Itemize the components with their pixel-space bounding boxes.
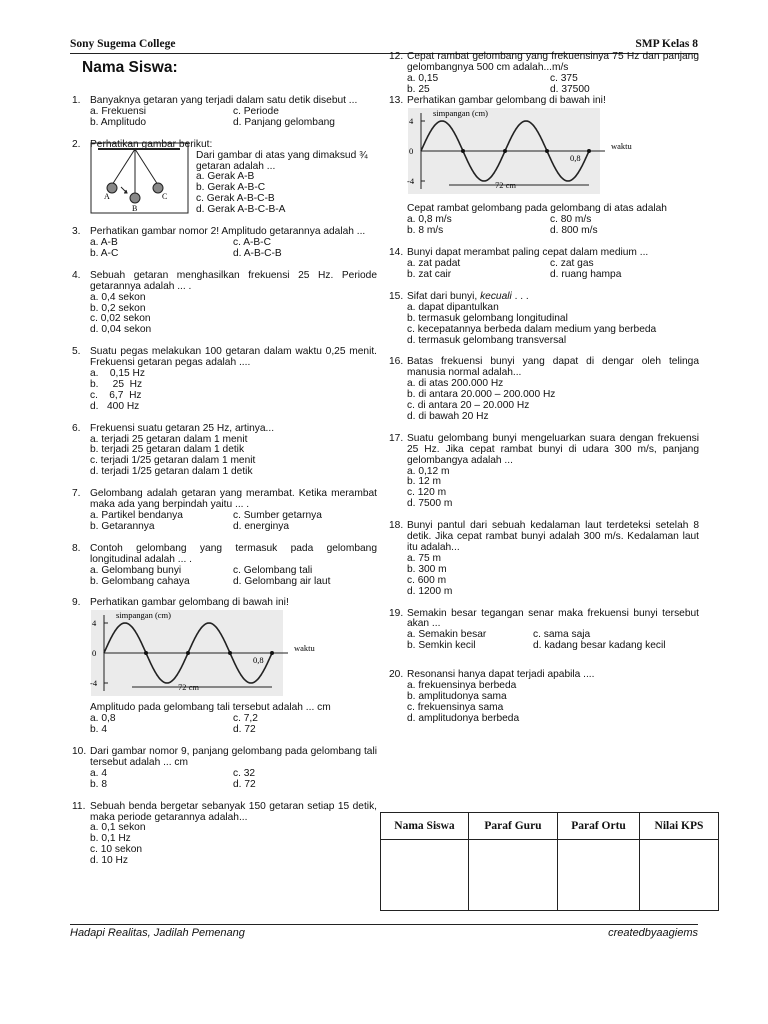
option: b. Gerak A-B-C (196, 182, 266, 194)
question-stem: Perhatikan gambar nomor 2! Amplitudo getarannya adalah ... (90, 226, 366, 238)
label-a: A (104, 191, 110, 201)
option: d. Gelombang air laut (233, 575, 331, 587)
question-13: 13. Perhatikan gambar gelombang di bawah ini! simpangan (cm) 4 -4 0 0,8 waktu 72 cm Cepat rambat gelombang pada gelombang di atas adalah a. 0,8 m/s c. 80 m/s b. 8 m/s d. 800 m/s (389, 96, 699, 238)
footer-author: createdbyaagiems (608, 927, 698, 939)
option: d. A-B-C-B (233, 247, 282, 259)
amplitude-neg-label: -4 (90, 678, 98, 689)
option: a. 0,8 m/s (407, 214, 452, 226)
option: d. 1200 m (407, 585, 453, 597)
option: d. di bawah 20 Hz (407, 410, 489, 422)
signature-table (380, 812, 719, 911)
question-7: 7. Gelombang adalah getaran yang merambat. Ketika merambat maka ada yang berpindah yaitu ... . a. Partikel bendanya c. Sumber getarnya b. Getarannya d. energinya (72, 488, 377, 532)
option: c. zat gas (550, 258, 594, 270)
option: a. Gelombang bunyi (90, 564, 182, 576)
question-stem: Frekuensi suatu getaran 25 Hz, artinya... (90, 422, 275, 434)
col-header: Nilai KPS (640, 813, 719, 840)
question-10: 10. Dari gambar nomor 9, panjang gelombang pada gelombang tali tersebut adalah ... cm a. 4 c. 32 b. 8 d. 72 (72, 745, 377, 790)
option: c. 32 (233, 767, 256, 779)
option: c. terjadi 1/25 getaran dalam 1 menit (90, 455, 256, 467)
origin-label: 0 (92, 648, 97, 659)
question-stem: Perhatikan gambar berikut: (90, 138, 213, 150)
option: a. 0,15 Hz (90, 368, 145, 380)
question-stem: Suatu gelombang bunyi mengeluarkan suara dengan frekuensi 25 Hz. Jika cepat rambat bunyi di udara 300 m/s, panjang gelombangya adalah ... (407, 432, 699, 466)
question-17: 17. Suatu gelombang bunyi mengeluarkan suara dengan frekuensi 25 Hz. Jika cepat rambat bunyi di udara 300 m/s, panjang gelombangya adalah ... a. 0,12 m b. 12 m c. 120 m d. 7500 m (389, 432, 699, 510)
footer-rule (70, 924, 698, 925)
option: a. terjadi 25 getaran dalam 1 menit (90, 433, 248, 445)
option: a. di atas 200.000 Hz (407, 378, 504, 390)
time-mark-label: 0,8 (570, 152, 581, 163)
option: c. 120 m (407, 487, 447, 499)
option: b. di antara 20.000 – 200.000 Hz (407, 389, 556, 401)
option: a. 4 (90, 767, 107, 779)
option: b. 0,1 Hz (90, 833, 131, 845)
question-stem: Dari gambar nomor 9, panjang gelombang pada gelombang tali tersebut adalah ... cm (90, 745, 377, 768)
option: b. 8 (90, 778, 107, 790)
wave-node (587, 149, 591, 153)
option: b. A-C (90, 247, 119, 259)
option: b. Amplitudo (90, 116, 147, 128)
option: c. 80 m/s (550, 214, 592, 226)
option: d. termasuk gelombang transversal (407, 334, 567, 346)
question-12: 12. Cepat rambat gelombang yang frekuensinya 75 Hz dan panjang gelombangnya 500 cm adalah...m/s a. 0,15 c. 375 b. 25 d. 37500 (389, 51, 699, 95)
option: c. Gelombang tali (233, 564, 313, 576)
option: a. 0,12 m (407, 465, 450, 477)
option: c. A-B-C (233, 236, 271, 248)
question-stem: Banyaknya getaran yang terjadi dalam satu detik disebut ... (90, 95, 358, 106)
option: d. 37500 (550, 83, 590, 95)
option: a. Gerak A-B (196, 171, 255, 183)
option: b. Semkin kecil (407, 640, 476, 652)
option: c. 6,7 Hz (90, 389, 142, 401)
label-b: B (132, 203, 138, 213)
school-name: Sony Sugema College (70, 38, 176, 50)
option: b. 25 (407, 83, 430, 95)
question-subtext: Cepat rambat gelombang pada gelombang di atas adalah (407, 203, 667, 215)
sig-cell[interactable] (558, 840, 640, 911)
question-18: 18. Bunyi pantul dari sebuah kedalaman laut terdeteksi setelah 8 detik. Jika cepat rambat bunyi adalah 300 m/s. Kedalaman laut itu adalah... a. 75 m b. 300 m c. 600 m d. 1200 m (389, 520, 699, 597)
wave-figure-q13 (407, 107, 642, 195)
amplitude-pos-label: 4 (409, 115, 414, 126)
question-4: 4. Sebuah getaran menghasilkan frekuensi 25 Hz. Periode getarannya adalah ... . a. 0,4 sekon b. 0,2 sekon c. 0,02 sekon d. 0,04 sekon (72, 269, 377, 336)
question-stem: Sebuah getaran menghasilkan frekuensi 25 Hz. Periode getarannya adalah ... . (90, 269, 377, 292)
option: c. 375 (550, 72, 578, 84)
wave-node (186, 651, 190, 655)
option: a. Semakin besar (407, 629, 487, 641)
question-3: 3. Perhatikan gambar nomor 2! Amplitudo getarannya adalah ... a. A-B c. A-B-C b. A-C d. A-B-C-B (72, 227, 377, 260)
question-9: 9. Perhatikan gambar gelombang di bawah ini! simpangan (cm) 4 -4 0 0,8 waktu 72 cm Amplitudo pada gelombang tali tersebut adalah ... cm a. 0,8 c. 7,2 b. 4 d. 72 (72, 598, 377, 736)
footer-motto: Hadapi Realitas, Jadilah Pemenang (70, 927, 245, 939)
page-header (70, 38, 698, 52)
y-axis-label: simpangan (cm) (433, 107, 488, 118)
label-c: C (162, 191, 168, 201)
option: d. 0,04 sekon (90, 324, 152, 336)
question-8: 8. Contoh gelombang yang termasuk pada gelombang longitudinal adalah ... . a. Gelombang bunyi c. Gelombang tali b. Gelombang cahaya d. Gelombang air laut (72, 542, 377, 587)
question-6: 6. Frekuensi suatu getaran 25 Hz, artinya... a. terjadi 25 getaran dalam 1 menit b. terjadi 25 getaran dalam 1 detik c. terjadi 1/25 getaran dalam 1 menit d. terjadi 1/25 getaran dalam 1 detik (72, 424, 377, 479)
pendulum-figure (90, 141, 190, 215)
option: d. 7500 m (407, 498, 453, 510)
option: b. terjadi 25 getaran dalam 1 detik (90, 444, 245, 456)
amplitude-pos-label: 4 (92, 618, 97, 629)
question-stem: Cepat rambat gelombang yang frekuensinya 75 Hz dan panjang gelombangnya 500 cm adalah...m/s (407, 51, 699, 73)
col-header: Paraf Ortu (558, 813, 640, 840)
option: a. Frekuensi (90, 105, 147, 117)
question-stem: Perhatikan gambar gelombang di bawah ini! (90, 597, 289, 609)
question-stem: Suatu pegas melakukan 100 getaran dalam waktu 0,25 menit. Frekuensi getaran pegas adalah .... (90, 346, 377, 369)
question-stem: Resonansi hanya dapat terjadi apabila .... (407, 669, 595, 681)
option: c. Sumber getarnya (233, 510, 322, 521)
sig-cell[interactable] (640, 840, 719, 911)
question-1: 1. Banyaknya getaran yang terjadi dalam satu detik disebut ... a. Frekuensi c. Periode b. Amplitudo d. Panjang gelombang (72, 96, 377, 129)
wave-node (503, 149, 507, 153)
student-name-label: Nama Siswa: (82, 59, 178, 76)
question-11: 11. Sebuah benda bergetar sebanyak 150 getaran setiap 15 detik, maka periode getarannya adalah... a. 0,1 sekon b. 0,1 Hz c. 10 sekon d. 10 Hz (72, 800, 377, 867)
option: c. sama saja (533, 629, 591, 641)
option: d. energinya (233, 520, 290, 532)
option: a. 0,4 sekon (90, 291, 146, 303)
wavelength-label: 72 cm (495, 179, 517, 190)
question-stem: Bunyi pantul dari sebuah kedalaman laut terdeteksi setelah 8 detik. Jika cepat rambat bunyi adalah 300 m/s. Kedalaman laut itu adalah... (407, 520, 699, 553)
x-axis-label: waktu (611, 140, 632, 151)
left-column (72, 96, 377, 878)
option: b. Getarannya (90, 520, 155, 532)
option: d. 800 m/s (550, 225, 598, 237)
question-19: 19. Semakin besar tegangan senar maka frekuensi bunyi tersebut akan ... a. Semakin besar c. sama saja b. Semkin kecil d. kadang besar kadang kecil (389, 607, 699, 652)
option: b. 25 Hz (90, 378, 143, 390)
question-14: 14. Bunyi dapat merambat paling cepat dalam medium ... a. zat padat c. zat gas b. zat cair d. ruang hampa (389, 248, 699, 281)
option: d. Panjang gelombang (233, 116, 335, 128)
option: b. Gelombang cahaya (90, 575, 190, 587)
option: a. 75 m (407, 552, 441, 564)
wave-node (545, 149, 549, 153)
option: a. zat padat (407, 258, 461, 270)
option: a. 0,15 (407, 72, 439, 84)
option: d. Gerak A-B-C-B-A (196, 204, 286, 216)
question-stem: Sebuah benda bergetar sebanyak 150 getaran setiap 15 detik, maka periode getarannya adalah... (90, 800, 377, 823)
option: d. kadang besar kadang kecil (533, 640, 666, 652)
question-stem: Semakin besar tegangan senar maka frekuensi bunyi tersebut akan ... (407, 607, 699, 630)
question-stem: Batas frekuensi bunyi yang dapat di dengar oleh telinga manusia normal adalah... (407, 356, 699, 379)
option: c. 10 sekon (90, 844, 143, 856)
option: b. 12 m (407, 476, 441, 488)
option: a. 0,8 (90, 713, 116, 725)
option: c. 7,2 (233, 713, 258, 725)
option: c. 0,02 sekon (90, 313, 151, 325)
question-5: 5. Suatu pegas melakukan 100 getaran dalam waktu 0,25 menit. Frekuensi getaran pegas adalah .... a. 0,15 Hz b. 25 Hz c. 6,7 Hz d. 400 Hz (72, 346, 377, 412)
question-stem: Perhatikan gambar gelombang di bawah ini! (407, 94, 606, 106)
wave-node (228, 651, 232, 655)
y-axis-label: simpangan (cm) (116, 610, 171, 621)
wave-node (144, 651, 148, 655)
question-stem: Sifat dari bunyi, kecuali . . . (407, 290, 529, 302)
origin-label: 0 (409, 145, 414, 156)
question-stem: Bunyi dapat merambat paling cepat dalam medium ... (407, 247, 649, 259)
wavelength-label: 72 cm (178, 682, 200, 693)
option: b. 4 (90, 724, 107, 736)
option: d. ruang hampa (550, 268, 622, 280)
option: b. 0,2 sekon (90, 302, 146, 314)
option: d. terjadi 1/25 getaran dalam 1 detik (90, 466, 253, 478)
amplitude-neg-label: -4 (407, 175, 415, 186)
option: b. amplitudonya sama (407, 690, 507, 702)
x-axis-label: waktu (294, 643, 315, 654)
option: b. termasuk gelombang longitudinal (407, 312, 568, 324)
question-subtext: Amplitudo pada gelombang tali tersebut adalah ... cm (90, 702, 331, 714)
col-header: Paraf Guru (469, 813, 558, 840)
option: b. 300 m (407, 563, 447, 575)
wave-figure-q9 (90, 609, 325, 697)
option: c. Gerak A-B-C-B (196, 193, 275, 205)
option: a. Partikel bendanya (90, 510, 183, 521)
time-mark-label: 0,8 (253, 655, 264, 666)
wave-node (461, 149, 465, 153)
option: d. 10 Hz (90, 855, 128, 867)
option: d. 72 (233, 724, 256, 736)
option: b. 8 m/s (407, 225, 444, 237)
right-column (389, 52, 699, 736)
option: a. dapat dipantulkan (407, 301, 499, 313)
question-stem: Gelombang adalah getaran yang merambat. Ketika merambat maka ada yang berpindah yaitu ... . (90, 488, 377, 511)
option: a. A-B (90, 236, 118, 248)
option: c. frekuensinya sama (407, 701, 504, 713)
question-15: 15. Sifat dari bunyi, kecuali . . . a. dapat dipantulkan b. termasuk gelombang longitudinal c. kecepatannya berbeda dalam medium yang berbeda d. termasuk gelombang transversal (389, 292, 699, 347)
option: a. 0,1 sekon (90, 822, 146, 834)
option: c. kecepatannya berbeda dalam medium yang berbeda (407, 323, 657, 335)
option: c. 600 m (407, 574, 447, 586)
question-20: 20. Resonansi hanya dapat terjadi apabila .... a. frekuensinya berbeda b. amplitudonya sama c. frekuensinya sama d. amplitudonya berbeda (389, 670, 699, 725)
option: d. amplitudonya berbeda (407, 712, 520, 724)
sig-cell[interactable] (469, 840, 558, 911)
option: c. Periode (233, 105, 279, 117)
wave-node (270, 651, 274, 655)
question-16: 16. Batas frekuensi bunyi yang dapat di dengar oleh telinga manusia normal adalah... a. di atas 200.000 Hz b. di antara 20.000 – 200.000 Hz c. di antara 20 – 20.000 Hz d. di bawah 20 Hz (389, 356, 699, 422)
option: d. 400 Hz (90, 400, 140, 412)
sig-cell[interactable] (381, 840, 469, 911)
grade-label: SMP Kelas 8 (635, 38, 698, 50)
option: c. di antara 20 – 20.000 Hz (407, 400, 530, 412)
option: b. zat cair (407, 268, 452, 280)
col-header: Nama Siswa (381, 813, 469, 840)
question-2: 2. Perhatikan gambar berikut: A B C Dari gambar di atas yang dimaksud ¾ getaran adalah ... a. Gerak A-B b. Gerak A-B-C c. Gerak A-B-C-B d. Gerak A-B-C-B-A (72, 140, 377, 216)
page-footer (70, 927, 698, 939)
option: d. 72 (233, 778, 256, 790)
question-stem: Contoh gelombang yang termasuk pada gelombang longitudinal adalah ... . (90, 542, 377, 565)
option: a. frekuensinya berbeda (407, 680, 517, 692)
question-subtext: Dari gambar di atas yang dimaksud ¾ getaran adalah ... (196, 149, 368, 172)
